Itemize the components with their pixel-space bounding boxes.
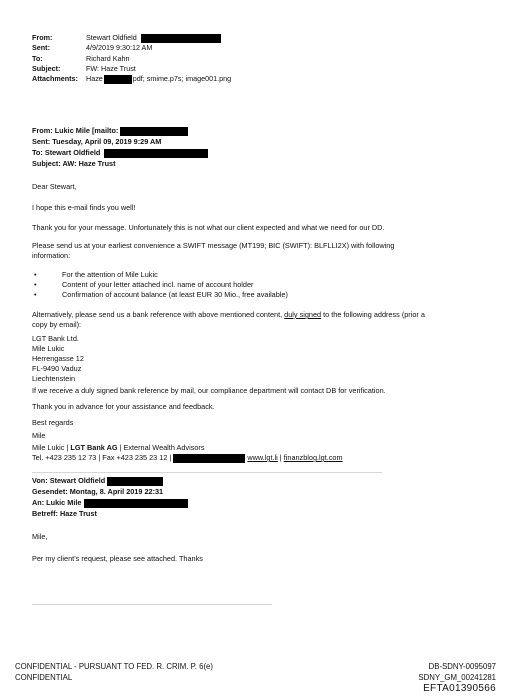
to-label: To: [32, 54, 43, 63]
signature-name: Mile [32, 431, 46, 440]
from-label: From: [32, 33, 53, 42]
header3-von: Von: Stewart Oldfield [32, 476, 163, 486]
address-line: Mile Lukic [32, 344, 65, 353]
paragraph: copy by email): [32, 320, 82, 329]
header2-sent: Sent: Tuesday, April 09, 2019 9:29 AM [32, 137, 162, 146]
paragraph: If we receive a duly signed bank reference by mail, our compliance department will contact DB for verification. [32, 386, 386, 395]
signature-contact: Tel. +423 235 12 73 | Fax +423 235 23 12 | www.lgt.li | finanzblog.lgt.com [32, 453, 343, 462]
address-line: LGT Bank Ltd. [32, 334, 79, 343]
to-value: Richard Kahn [86, 54, 130, 63]
sent-label: Sent: [32, 43, 50, 52]
header2-to: To: Stewart Oldfield [32, 148, 208, 158]
regards: Best regards [32, 418, 74, 427]
confidential-notice: CONFIDENTIAL - PURSUANT TO FED. R. CRIM. P. 6(e) [15, 662, 213, 671]
blog-link[interactable]: finanzblog.lgt.com [283, 453, 343, 462]
greeting: Mile, [32, 532, 48, 541]
sent-value: 4/9/2019 9:30:12 AM [86, 43, 153, 52]
attachments-label: Attachments: [32, 74, 78, 83]
header2-from: From: Lukic Mile [mailto: [32, 126, 188, 136]
bullet-list [32, 270, 288, 300]
confidential-label: CONFIDENTIAL [15, 673, 73, 682]
list-item: • For the attention of Mile Lukic [32, 270, 288, 280]
attachments-value: Haze pdf; smime.p7s; image001.png [86, 74, 232, 83]
redaction-block [104, 75, 132, 84]
greeting: Dear Stewart, [32, 182, 77, 191]
header3-betreff: Betreff: Haze Trust [32, 509, 97, 518]
list-item: • Content of your letter attached incl. name of account holder [32, 280, 288, 290]
paragraph: Alternatively, please send us a bank reference with above mentioned content, duly signed to the following address (prior a [32, 310, 425, 319]
subject-value: FW: Haze Trust [86, 64, 136, 73]
paragraph: Please send us at your earliest convenience a SWIFT message (MT199; BIC (SWIFT): BLFLLI2X) with following [32, 241, 395, 250]
address-block [32, 334, 84, 384]
signature-line: Mile Lukic | LGT Bank AG | External Wealth Advisors [32, 443, 205, 452]
from-value: Stewart Oldfield [86, 33, 221, 43]
header3-an: An: Lukic Mile [32, 498, 188, 508]
paragraph: information: [32, 251, 71, 260]
header3-gesendet: Gesendet: Montag, 8. April 2019 22:31 [32, 487, 164, 496]
bates-number: EFTA01390566 [423, 683, 496, 694]
divider [32, 604, 272, 605]
redaction-block [84, 499, 188, 508]
bates-number: SDNY_GM_00241281 [418, 673, 496, 682]
divider [32, 472, 382, 473]
paragraph: Thank you in advance for your assistance and feedback. [32, 402, 215, 411]
subject-label: Subject: [32, 64, 61, 73]
bates-number: DB-SDNY-0095097 [428, 662, 496, 671]
redaction-block [120, 127, 188, 136]
address-line: Liechtenstein [32, 374, 76, 383]
address-line: Herrengasse 12 [32, 354, 84, 363]
paragraph: Thank you for your message. Unfortunately this is not what our client expected and what we need for our DD. [32, 223, 385, 232]
list-item: • Confirmation of account balance (at least EUR 30 Mio., free available) [32, 290, 288, 300]
address-line: FL-9490 Vaduz [32, 364, 82, 373]
paragraph: I hope this e-mail finds you well! [32, 203, 136, 212]
redaction-block [104, 149, 208, 158]
underlined-text: duly signed [284, 310, 322, 319]
redaction-block [173, 454, 245, 463]
redaction-block [107, 477, 163, 486]
header2-subject: Subject: AW: Haze Trust [32, 159, 116, 168]
website-link[interactable]: www.lgt.li [247, 453, 278, 462]
paragraph: Per my client’s request, please see attached. Thanks [32, 554, 203, 563]
redaction-block [141, 34, 221, 43]
